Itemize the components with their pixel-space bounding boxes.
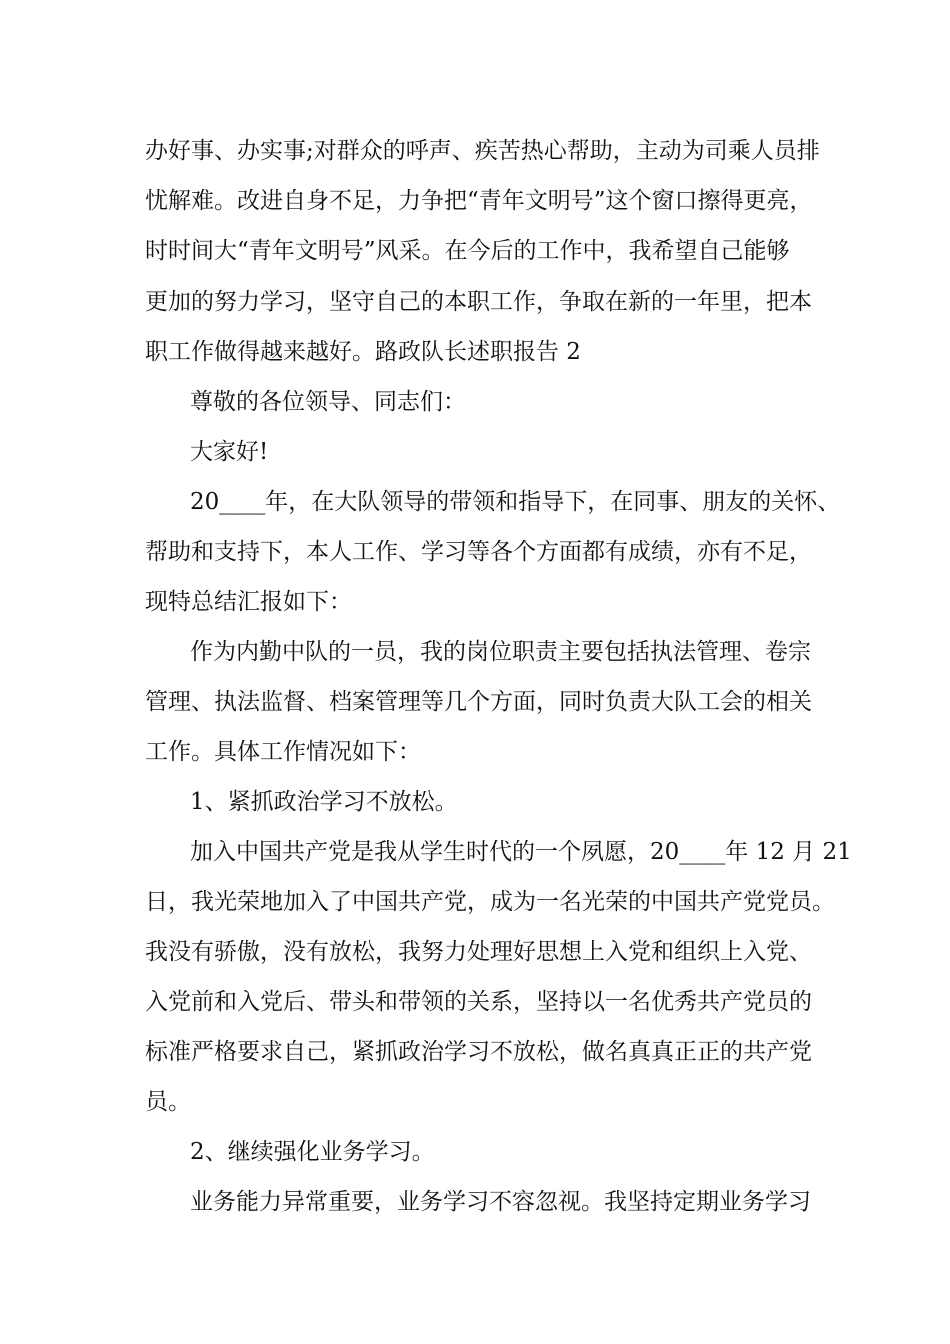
text-line: 更加的努力学习，坚守自己的本职工作，争取在新的一年里，把本	[145, 289, 812, 315]
text-line: 业务能力异常重要，业务学习不容忽视。我坚持定期业务学习	[190, 1189, 811, 1215]
text-line: 忧解难。改进自身不足，力争把“青年文明号”这个窗口擦得更亮，	[145, 188, 813, 214]
text-line: 我没有骄傲，没有放松，我努力处理好思想上入党和组织上入党、	[145, 939, 812, 965]
text-line: 现特总结汇报如下：	[145, 589, 352, 615]
text-line: 标准严格要求自己，紧抓政治学习不放松，做名真真正正的共产党	[145, 1039, 812, 1065]
text-line: 日，我光荣地加入了中国共产党，成为一名光荣的中国共产党党员。	[145, 889, 835, 915]
text-line: 入党前和入党后、带头和带领的关系，坚持以一名优秀共产党员的	[145, 989, 812, 1015]
text-line: 员。	[145, 1089, 191, 1115]
text-line: 办好事、办实事;对群众的呼声、疾苦热心帮助，主动为司乘人员排	[145, 138, 820, 164]
heading-line: 职工作做得越来越好。路政队长述职报告 2	[145, 339, 581, 365]
greeting: 大家好!	[190, 439, 269, 465]
text-line: 工作。具体工作情况如下：	[145, 739, 421, 765]
text-line: 帮助和支持下，本人工作、学习等各个方面都有成绩，亦有不足，	[145, 539, 812, 565]
text-line: 20____年，在大队领导的带领和指导下，在同事、朋友的关怀、	[190, 489, 841, 515]
text-line: 时时间大“青年文明号”风采。在今后的工作中，我希望自己能够	[145, 238, 790, 264]
text-line: 加入中国共产党是我从学生时代的一个夙愿，20____年 12 月 21	[190, 839, 852, 865]
section-heading: 1、紧抓政治学习不放松。	[190, 789, 458, 815]
text-line: 作为内勤中队的一员，我的岗位职责主要包括执法管理、卷宗	[190, 639, 811, 665]
section-heading: 2、继续强化业务学习。	[190, 1139, 435, 1165]
salutation: 尊敬的各位领导、同志们：	[190, 389, 466, 415]
text-line: 管理、执法监督、档案管理等几个方面，同时负责大队工会的相关	[145, 689, 812, 715]
